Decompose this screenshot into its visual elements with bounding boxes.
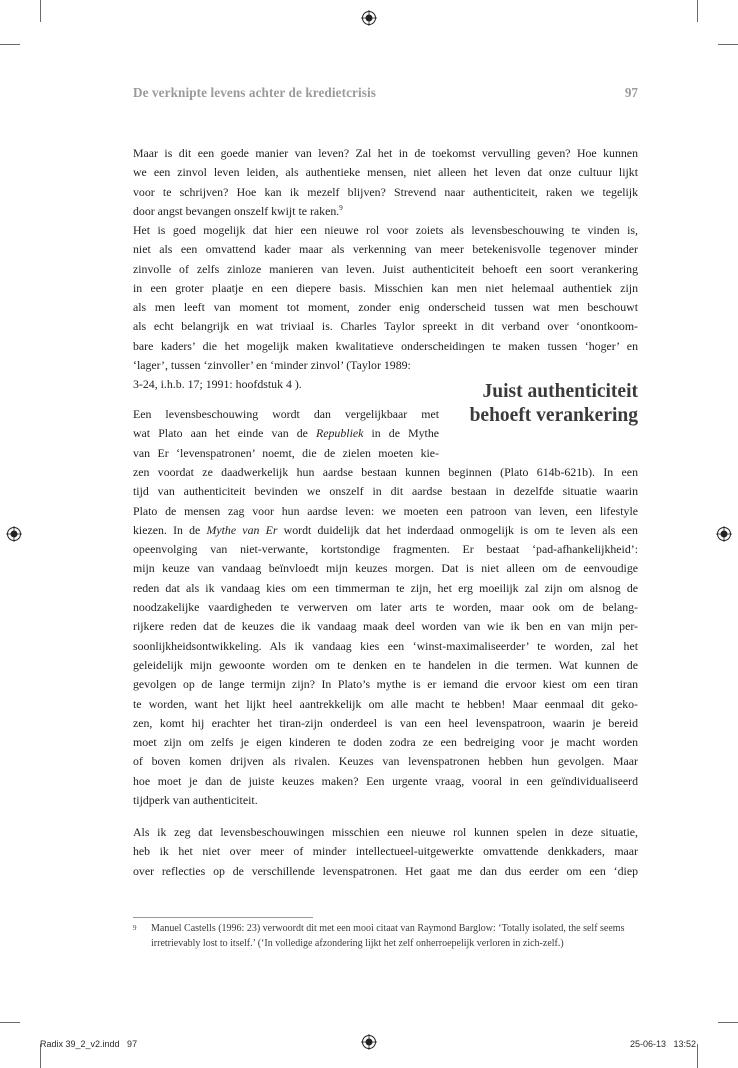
text-line: voor te schrijven? Hoe kan ik mezelf blijven? Strevend naar authenticiteit, raken we tegelijk bbox=[133, 184, 638, 199]
paragraph-4 bbox=[133, 823, 638, 881]
text-line: noodzakelijke vaardigheden te verwerven om later arts te worden, maar ook om de belang- bbox=[133, 600, 638, 615]
text-line: 3-24, i.h.b. 17; 1991: hoofdstuk 4 ). bbox=[133, 377, 302, 392]
paragraph-3 bbox=[133, 463, 638, 810]
text-line: bare kaders’ die het mogelijk maken kwalitatieve onderscheidingen te maken tussen ‘hoger’ en bbox=[133, 338, 638, 353]
text-line: mijn keuze van vandaag beïnvloedt mijn keuzes morgen. Dat is niet alleen om de eenvoudige bbox=[133, 561, 638, 576]
italic-title: Republiek bbox=[316, 426, 364, 441]
text-line: gevolgen op de lange termijn zijn? In Plato’s mythe is er iemand die ervoor kiest om een tiran bbox=[133, 677, 638, 692]
text-line: te worden, want het lijkt heel aantrekkelijk om alle macht te hebben! Maar eenmaal dit geko- bbox=[133, 696, 638, 711]
crop-mark bbox=[697, 0, 698, 22]
crop-mark bbox=[718, 44, 738, 45]
text-line: in een groter plaatje en een diepere basis. Misschien kan men niet helemaal authentiek zijn bbox=[133, 280, 638, 295]
registration-mark-icon bbox=[716, 526, 732, 542]
text-line: over reflecties op de verschillende levenspatronen. Het gaat me dan dus eerder om een ‘diep bbox=[133, 863, 638, 878]
pull-quote-line: Juist authenticiteit bbox=[482, 381, 638, 402]
footnote-divider bbox=[133, 917, 313, 918]
text-line: of boven komen drijven als rivalen. Keuzes van levenspatronen hebben hun gevolgen. Maar bbox=[133, 754, 638, 769]
text-line: heb ik het niet over meer of minder intellectueel-uitgewerkte omvattende denkkaders, maar bbox=[133, 844, 638, 859]
text-line: soonlijkheidsontwikkeling. Als ik vandaag kies een ‘winst-maximaliseerder’ te worden, zal het bbox=[133, 638, 638, 653]
page-number: 97 bbox=[624, 85, 638, 100]
text-line: niet als een omvattend kader maar als verkenning van meer betekenisvolle tegenover minder bbox=[133, 242, 638, 257]
text-line: door angst bevangen onszelf kwijt te raken.$^9$ bbox=[133, 203, 343, 218]
text-line: Als ik zeg dat levensbeschouwingen misschien een nieuwe rol kunnen spelen in deze situatie, bbox=[133, 825, 638, 839]
text-line: we een zinvol leven leiden, als authentieke mensen, niet alleen het leven dat onze cultuur lijkt bbox=[133, 165, 638, 180]
text-line: geleidelijk mijn gewoonte worden om te denken en te handelen in die termen. Wat kunnen de bbox=[133, 657, 638, 672]
crop-mark bbox=[0, 44, 20, 45]
text-line: als men leeft van moment tot moment, zonder enig onderscheid tussen wat men beschouwt bbox=[133, 300, 638, 315]
text-line: zinvolle of zelfs zinloze manieren van leven. Juist authenticiteit behoeft een soort verankering bbox=[133, 261, 638, 276]
text-line: tijdperk van authenticiteit. bbox=[133, 793, 258, 808]
text-line: Maar is dit een goede manier van leven? Zal het in de toekomst vervulling geven? Hoe kunnen bbox=[133, 146, 638, 160]
text-line: moet zijn om zelfs je eigen kinderen te doden zodra ze een bedreiging voor je macht worden bbox=[133, 735, 638, 750]
italic-title: Mythe van Er bbox=[206, 522, 278, 537]
registration-mark-icon bbox=[6, 526, 22, 542]
paragraph-3-narrow bbox=[133, 405, 439, 463]
slug-date: 25-06-13 13:52 bbox=[629, 1039, 696, 1049]
crop-mark bbox=[718, 1022, 738, 1023]
text-line: opeenvolging van niet-verwante, kortstondige fragmenten. Er bestaat ‘pad-afhankelijkheid’: bbox=[133, 542, 638, 557]
text-line: zen voordat ze daadwerkelijk hun aardse bestaan kunnen beginnen (Plato 614b-621b). In een bbox=[133, 465, 638, 479]
crop-mark bbox=[0, 1022, 20, 1023]
paragraph-1 bbox=[133, 144, 638, 221]
text-line: tijd van authenticiteit bevinden we onszelf in dit aardse bestaan in dezelfde situatie waarin bbox=[133, 484, 638, 499]
text-line: Een levensbeschouwing wordt dan vergelijkbaar met bbox=[133, 407, 439, 421]
text-line: hoe moet je dan de juiste keuzes maken? Een urgente vraag, vooral in een geïndividualiseerd bbox=[133, 773, 638, 788]
text-line: Plato de mensen zag voor hun aardse leven: we moeten een patroon van leven, een lifestyle bbox=[133, 503, 638, 518]
crop-mark bbox=[697, 1044, 698, 1068]
text-line: Het is goed mogelijk dat hier een nieuwe rol voor zoiets als levensbeschouwing te vinden is, bbox=[133, 223, 638, 237]
pull-quote bbox=[470, 380, 638, 428]
footnote-number: 9 bbox=[133, 924, 137, 932]
text-line: rijkere reden dat de keuzes die ik vandaag maak deel worden van wie ik ben en van mijn per- bbox=[133, 619, 638, 634]
text-line: wat Plato aan het einde van de Republiek in de Mythe bbox=[133, 426, 439, 441]
pull-quote-line: behoeft verankering bbox=[469, 405, 638, 426]
crop-mark bbox=[40, 0, 41, 22]
text-line: als echt belangrijk en wat triviaal is. Charles Taylor spreekt in dit verband over ‘onontkoom- bbox=[133, 319, 638, 334]
registration-mark-icon bbox=[361, 10, 377, 26]
text-line: kiezen. In de Mythe van Er wordt duidelijk dat het inderdaad onmogelijk is om te leven als een bbox=[133, 522, 638, 537]
footnote-text: Manuel Castells (1996: 23) verwoordt dit met een mooi citaat van Raymond Barglow: ‘Totally isolated, the self seems irretrievably lost to itself.’ (‘In volledige afzondering lijkt het zelf onherroepelijk verloren in zich-zelf.) bbox=[151, 923, 625, 949]
text-line: van Er ‘levenspatronen’ noemt, die de zielen moeten kie- bbox=[133, 445, 439, 460]
running-title: De verknipte levens achter de kredietcrisis bbox=[133, 85, 376, 100]
footnote-ref[interactable]: 9 bbox=[339, 203, 343, 212]
text-line: ‘lager’, tussen ‘zinvoller’ en ‘minder zinvol’ (Taylor 1989: bbox=[133, 358, 411, 373]
text-line: reden dat als ik vandaag kies om een timmerman te zijn, het erg moeilijk zal zijn om alsnog de bbox=[133, 580, 638, 595]
registration-mark-icon bbox=[361, 1034, 377, 1050]
text-line: zen, komt hij erachter het tiran-zijn onderdeel is van een heel levenspatroon, waarin je bereid bbox=[133, 715, 638, 730]
paragraph-2 bbox=[133, 221, 638, 395]
slug-file: Radix 39_2_v2.indd 97 bbox=[40, 1039, 138, 1049]
